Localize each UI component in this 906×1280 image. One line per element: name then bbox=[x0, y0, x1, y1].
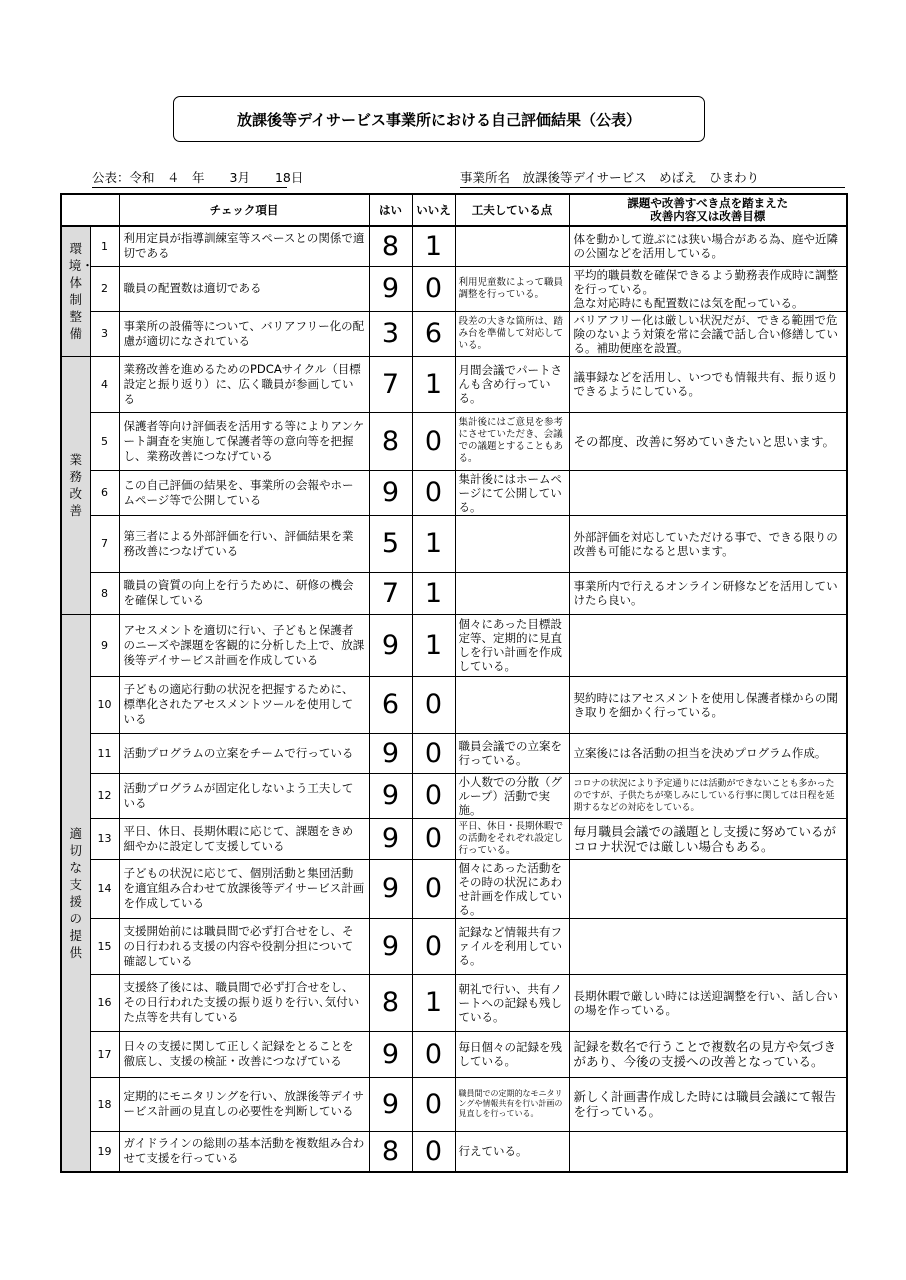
no-count: 0 bbox=[412, 676, 455, 733]
yes-count: 5 bbox=[369, 515, 412, 572]
table-row bbox=[61, 572, 847, 614]
table-header-row bbox=[61, 194, 847, 226]
yes-count: 8 bbox=[369, 1131, 412, 1172]
category-label: 適切な支援の提供 bbox=[69, 825, 82, 960]
kadai-text bbox=[569, 470, 847, 515]
category-label: 環境・体制整備 bbox=[68, 241, 94, 342]
row-number: 6 bbox=[90, 470, 119, 515]
kadai-text: 平均的職員数を確保できるよう勤務表作成時に調整を行っている。 急な対応時にも配置数には気を配っている。 bbox=[569, 266, 847, 311]
kufu-text: 平日、休日・長期休暇での活動をそれぞれ設定し行っている。 bbox=[455, 818, 569, 859]
kadai-text: 契約時にはアセスメントを使用し保護者様からの聞き取りを細かく行っている。 bbox=[569, 676, 847, 733]
table-row bbox=[61, 773, 847, 818]
kadai-text: 毎月職員会議での議題とし支援に努めているがコロナ状況では厳しい場合もある。 bbox=[569, 818, 847, 859]
row-number: 8 bbox=[90, 572, 119, 614]
row-number: 2 bbox=[90, 266, 119, 311]
table-row bbox=[61, 1131, 847, 1172]
kadai-text: 記録を数名で行うことで複数名の見方や気づきがあり、今後の支援への改善となっている。 bbox=[569, 1031, 847, 1077]
kufu-text: 集計後にはホームページにて公開している。 bbox=[455, 470, 569, 515]
table-row bbox=[61, 918, 847, 974]
kadai-text: 立案後には各活動の担当を決めプログラム作成。 bbox=[569, 733, 847, 773]
no-count: 0 bbox=[412, 470, 455, 515]
no-count: 0 bbox=[412, 918, 455, 974]
header-kadai: 課題や改善すべき点を踏まえた 改善内容又は改善目標 bbox=[569, 194, 847, 226]
row-number: 5 bbox=[90, 412, 119, 470]
kufu-text: 集計後にはご意見を参考にさせていただき、会議での議題とすることもある。 bbox=[455, 412, 569, 470]
yes-count: 9 bbox=[369, 918, 412, 974]
check-item: 子どもの状況に応じて、個別活動と集団活動を適宜組み合わせて放課後等デイサービス計画を作成している bbox=[119, 859, 369, 918]
yes-count: 9 bbox=[369, 1077, 412, 1131]
check-item: 日々の支援に関して正しく記録をとることを徹底し、支援の検証・改善につなげている bbox=[119, 1031, 369, 1077]
table-row bbox=[61, 515, 847, 572]
table-row bbox=[61, 470, 847, 515]
row-number: 13 bbox=[90, 818, 119, 859]
check-item: 保護者等向け評価表を活用する等によりアンケート調査を実施して保護者等の意向等を把握し、業務改善につなげている bbox=[119, 412, 369, 470]
evaluation-table bbox=[60, 193, 848, 1173]
check-item: 支援終了後には、職員間で必ず打合せをし、その日行われた支援の振り返りを行い､気付いた点等を共有している bbox=[119, 974, 369, 1031]
table-row bbox=[61, 311, 847, 356]
row-number: 7 bbox=[90, 515, 119, 572]
header-blank bbox=[61, 194, 119, 226]
kufu-text: 記録など情報共有ファイルを利用している。 bbox=[455, 918, 569, 974]
yes-count: 9 bbox=[369, 859, 412, 918]
table-row bbox=[61, 818, 847, 859]
yes-count: 8 bbox=[369, 974, 412, 1031]
kufu-text: 個々にあった活動をその時の状況にあわせ計画を作成している。 bbox=[455, 859, 569, 918]
category-cell bbox=[61, 614, 90, 1172]
yes-count: 7 bbox=[369, 572, 412, 614]
check-item: 職員の資質の向上を行うために、研修の機会を確保している bbox=[119, 572, 369, 614]
kadai-text bbox=[569, 859, 847, 918]
kufu-text bbox=[455, 572, 569, 614]
no-count: 0 bbox=[412, 818, 455, 859]
check-item: 子どもの適応行動の状況を把握するために、標準化されたアセスメントツールを使用している bbox=[119, 676, 369, 733]
table-row bbox=[61, 974, 847, 1031]
category-label: 業務改善 bbox=[69, 452, 82, 518]
yes-count: 9 bbox=[369, 818, 412, 859]
kadai-text: その都度、改善に努めていきたいと思います。 bbox=[569, 412, 847, 470]
no-count: 0 bbox=[412, 266, 455, 311]
table-row bbox=[61, 266, 847, 311]
kufu-text: 利用児童数によって職員調整を行っている。 bbox=[455, 266, 569, 311]
check-item: 平日、休日、長期休暇に応じて、課題をきめ細やかに設定して支援している bbox=[119, 818, 369, 859]
header-no: いいえ bbox=[412, 194, 455, 226]
no-count: 6 bbox=[412, 311, 455, 356]
kufu-text: 月間会議でパートさんも含め行っている。 bbox=[455, 356, 569, 412]
row-number: 11 bbox=[90, 733, 119, 773]
row-number: 18 bbox=[90, 1077, 119, 1131]
office-name: 事業所名 放課後等デイサービス めばえ ひまわり bbox=[460, 168, 845, 188]
row-number: 1 bbox=[90, 226, 119, 266]
yes-count: 9 bbox=[369, 733, 412, 773]
kufu-text bbox=[455, 515, 569, 572]
table-row bbox=[61, 226, 847, 266]
table-row bbox=[61, 676, 847, 733]
no-count: 0 bbox=[412, 412, 455, 470]
yes-count: 6 bbox=[369, 676, 412, 733]
table-row bbox=[61, 733, 847, 773]
kufu-text: 朝礼で行い、共有ノートへの記録も残している。 bbox=[455, 974, 569, 1031]
yes-count: 9 bbox=[369, 773, 412, 818]
row-number: 16 bbox=[90, 974, 119, 1031]
no-count: 0 bbox=[412, 1077, 455, 1131]
table-row bbox=[61, 1031, 847, 1077]
kufu-text: 毎日個々の記録を残している。 bbox=[455, 1031, 569, 1077]
kadai-text: 事業所内で行えるオンライン研修などを活用していけたら良い。 bbox=[569, 572, 847, 614]
no-count: 1 bbox=[412, 515, 455, 572]
no-count: 1 bbox=[412, 356, 455, 412]
table-row bbox=[61, 1077, 847, 1131]
kufu-text bbox=[455, 226, 569, 266]
check-item: 職員の配置数は適切である bbox=[119, 266, 369, 311]
kadai-text: バリアフリー化は厳しい状況だが、できる範囲で危険のないよう対策を常に会議で話し合い修繕している。補助便座を設置。 bbox=[569, 311, 847, 356]
yes-count: 9 bbox=[369, 266, 412, 311]
kufu-text: 職員会議での立案を行っている。 bbox=[455, 733, 569, 773]
no-count: 0 bbox=[412, 733, 455, 773]
check-item: 第三者による外部評価を行い、評価結果を業務改善につなげている bbox=[119, 515, 369, 572]
check-item: 定期的にモニタリングを行い、放課後等デイサービス計画の見直しの必要性を判断している bbox=[119, 1077, 369, 1131]
row-number: 4 bbox=[90, 356, 119, 412]
check-item: この自己評価の結果を、事業所の会報やホームページ等で公開している bbox=[119, 470, 369, 515]
no-count: 0 bbox=[412, 1131, 455, 1172]
row-number: 17 bbox=[90, 1031, 119, 1077]
row-number: 10 bbox=[90, 676, 119, 733]
kufu-text bbox=[455, 676, 569, 733]
row-number: 3 bbox=[90, 311, 119, 356]
category-cell bbox=[61, 226, 94, 356]
no-count: 0 bbox=[412, 773, 455, 818]
check-item: 利用定員が指導訓練室等スペースとの関係で適切である bbox=[119, 226, 369, 266]
no-count: 1 bbox=[412, 614, 455, 676]
row-number: 14 bbox=[90, 859, 119, 918]
no-count: 0 bbox=[412, 1031, 455, 1077]
yes-count: 3 bbox=[369, 311, 412, 356]
table-row bbox=[61, 356, 847, 412]
yes-count: 9 bbox=[369, 1031, 412, 1077]
kadai-text: 新しく計画書作成した時には職員会議にて報告を行っている。 bbox=[569, 1077, 847, 1131]
table-row bbox=[61, 859, 847, 918]
table-row bbox=[61, 412, 847, 470]
kufu-text: 個々にあった目標設定等、定期的に見直しを行い計画を作成している。 bbox=[455, 614, 569, 676]
no-count: 1 bbox=[412, 572, 455, 614]
kufu-text: 段差の大きな箇所は、踏み台を準備して対応している。 bbox=[455, 311, 569, 356]
kufu-text: 小人数での分散（グループ）活動で実施。 bbox=[455, 773, 569, 818]
check-item: 活動プログラムの立案をチームで行っている bbox=[119, 733, 369, 773]
publish-date: 公表：令和 ４ 年 3月 18日 bbox=[92, 168, 287, 188]
header-check-item: チェック項目 bbox=[119, 194, 369, 226]
yes-count: 8 bbox=[369, 412, 412, 470]
row-number: 19 bbox=[90, 1131, 119, 1172]
check-item: ガイドラインの総則の基本活動を複数組み合わせて支援を行っている bbox=[119, 1131, 369, 1172]
yes-count: 9 bbox=[369, 614, 412, 676]
header-kufu: 工夫している点 bbox=[455, 194, 569, 226]
kadai-text: 外部評価を対応していただける事で、できる限りの改善も可能になると思います。 bbox=[569, 515, 847, 572]
kufu-text: 行えている。 bbox=[455, 1131, 569, 1172]
no-count: 1 bbox=[412, 226, 455, 266]
check-item: 支援開始前には職員間で必ず打合せをし、その日行われる支援の内容や役割分担について確認している bbox=[119, 918, 369, 974]
table-row bbox=[61, 614, 847, 676]
kadai-text: コロナの状況により予定通りには活動ができないことも多かったのですが、子供たちが楽しみにしている行事に関しては日程を延期するなどの対応をしている。 bbox=[569, 773, 847, 818]
row-number: 9 bbox=[90, 614, 119, 676]
check-item: 業務改善を進めるためのPDCAサイクル（目標設定と振り返り）に、広く職員が参画している bbox=[119, 356, 369, 412]
yes-count: 9 bbox=[369, 470, 412, 515]
kadai-text: 長期休暇で厳しい時には送迎調整を行い、話し合いの場を作っている。 bbox=[569, 974, 847, 1031]
category-cell bbox=[61, 356, 90, 614]
kadai-text bbox=[569, 614, 847, 676]
kadai-text: 議事録などを活用し、いつでも情報共有、振り返りできるようにしている。 bbox=[569, 356, 847, 412]
row-number: 15 bbox=[90, 918, 119, 974]
header-yes: はい bbox=[369, 194, 412, 226]
page-title: 放課後等デイサービス事業所における自己評価結果（公表） bbox=[173, 96, 705, 142]
kadai-text: 体を動かして遊ぶには狭い場合がある為、庭や近隣の公園などを活用している。 bbox=[569, 226, 847, 266]
no-count: 0 bbox=[412, 859, 455, 918]
kufu-text: 職員間での定期的なモニタリングや情報共有を行い計画の見直しを行っている。 bbox=[455, 1077, 569, 1131]
check-item: 事業所の設備等について、バリアフリー化の配慮が適切になされている bbox=[119, 311, 369, 356]
check-item: アセスメントを適切に行い、子どもと保護者のニーズや課題を客観的に分析した上で、放課後等デイサービス計画を作成している bbox=[119, 614, 369, 676]
no-count: 1 bbox=[412, 974, 455, 1031]
yes-count: 7 bbox=[369, 356, 412, 412]
row-number: 12 bbox=[90, 773, 119, 818]
kadai-text bbox=[569, 918, 847, 974]
kadai-text bbox=[569, 1131, 847, 1172]
check-item: 活動プログラムが固定化しないよう工夫している bbox=[119, 773, 369, 818]
yes-count: 8 bbox=[369, 226, 412, 266]
